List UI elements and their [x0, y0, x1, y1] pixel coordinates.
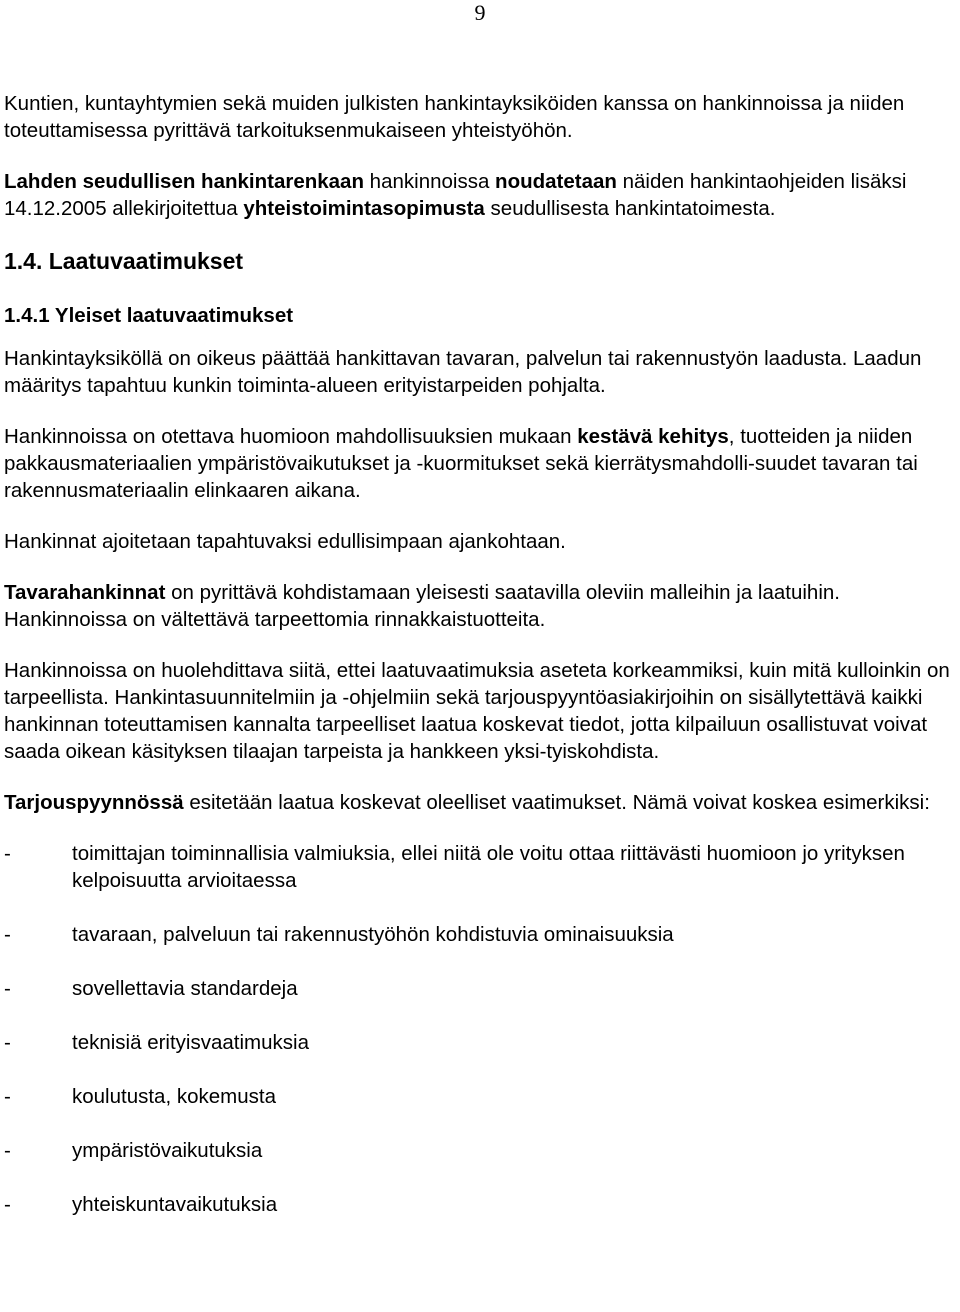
- paragraph-sustainability: [4, 423, 958, 504]
- subsection-heading: 1.4.1 Yleiset laatuvaatimukset: [4, 304, 294, 327]
- list-item: [4, 1083, 958, 1110]
- list-item: [4, 1137, 958, 1164]
- bold-goods-procurement: Tavarahankinnat: [4, 581, 166, 604]
- paragraph-timing: Hankinnat ajoitetaan tapahtuvaksi edullisimpaan ajankohtaan.: [4, 530, 566, 553]
- list-item-text: yhteiskuntavaikutuksia: [72, 1193, 278, 1216]
- bold-sustainable-development: kestävä kehitys: [577, 425, 729, 448]
- list-item-text: tavaraan, palveluun tai rakennustyöhön kohdistuvia ominaisuuksia: [72, 923, 674, 946]
- list-dash: -: [4, 1031, 11, 1054]
- text-segment: Hankinnoissa on otettava huomioon mahdollisuuksien mukaan: [4, 425, 578, 448]
- text-segment: näiden hankintaohjeiden lisäksi 14.12.2005 allekirjoitettua: [4, 170, 907, 220]
- text-segment: hankinnoissa: [363, 170, 496, 193]
- paragraph-call-for-tenders: [4, 789, 958, 816]
- section-heading: 1.4. Laatuvaatimukset: [4, 248, 244, 274]
- list-item: [4, 921, 958, 948]
- list-dash: -: [4, 923, 11, 946]
- bold-lahti-ring: Lahden seudullisen hankintarenkaan: [4, 170, 364, 193]
- list-item-text: sovellettavia standardeja: [72, 977, 298, 1000]
- list-item-text: toimittajan toiminnallisia valmiuksia, ellei niitä ole voitu ottaa riittävästi huomioon jo yrityksen kelpoisuutta arvioitaessa: [72, 842, 905, 892]
- list-item: [4, 975, 958, 1002]
- list-dash: -: [4, 1139, 11, 1162]
- list-item: [4, 1191, 958, 1218]
- paragraph-cooperation: Kuntien, kuntayhtymien sekä muiden julkisten hankintayksiköiden kanssa on hankinnoissa ja niiden toteuttamisessa pyrittävä tarkoituksenmukaiseen yhteistyöhön.: [4, 92, 905, 142]
- list-item-text: ympäristövaikutuksia: [72, 1139, 263, 1162]
- list-dash: -: [4, 1085, 11, 1108]
- list-item: [4, 1029, 958, 1056]
- paragraph-goods-procurement: [4, 579, 958, 633]
- page-number: 9: [474, 0, 486, 25]
- requirements-list: [4, 840, 958, 1218]
- list-dash: -: [4, 977, 11, 1000]
- text-segment: esitetään laatua koskevat oleelliset vaatimukset. Nämä voivat koskea esimerkiksi:: [183, 791, 930, 814]
- list-item-text: koulutusta, kokemusta: [72, 1085, 276, 1108]
- text-segment: on pyrittävä kohdistamaan yleisesti saatavilla oleviin malleihin ja laatuihin. Hankinnoissa on vältettävä tarpeettomia rinnakkaistuotteita.: [4, 581, 840, 631]
- paragraph-quality-requirements: Hankinnoissa on huolehdittava siitä, ettei laatuvaatimuksia aseteta korkeammiksi, kuin mitä kulloinkin on tarpeellista. Hankintasuunnitelmiin ja -ohjelmiin sekä tarjouspyyntöasiakirjoihin on sisällytettävä kaikki hankinnan toteuttamisen kannalta tarpeelliset laatua koskevat tiedot, jotta kilpailuun osallistuvat voivat saada oikean käsityksen tilaajan tarpeista ja hankkeen yksi-tyiskohdista.: [4, 659, 950, 763]
- text-segment: seudullisesta hankintatoimesta.: [484, 197, 776, 220]
- document-body: [4, 90, 958, 1218]
- list-dash: -: [4, 1193, 11, 1216]
- paragraph-quality-right: Hankintayksiköllä on oikeus päättää hankittavan tavaran, palvelun tai rakennustyön laadusta. Laadun määritys tapahtuu kunkin toiminta-alueen erityistarpeiden pohjalta.: [4, 347, 922, 397]
- text-segment: , tuotteiden ja niiden pakkausmateriaalien ympäristövaikutukset ja -kuormitukset sekä kierrätysmahdolli-suudet tavaran tai rakennusmateriaalin elinkaaren aikana.: [4, 425, 918, 502]
- list-item: [4, 840, 958, 894]
- list-dash: -: [4, 842, 11, 865]
- paragraph-lahti-region: [4, 168, 958, 222]
- bold-call-for-tenders: Tarjouspyynnössä: [4, 791, 184, 814]
- bold-noudatetaan: noudatetaan: [495, 170, 617, 193]
- list-item-text: teknisiä erityisvaatimuksia: [72, 1031, 309, 1054]
- bold-agreement: yhteistoimintasopimusta: [243, 197, 485, 220]
